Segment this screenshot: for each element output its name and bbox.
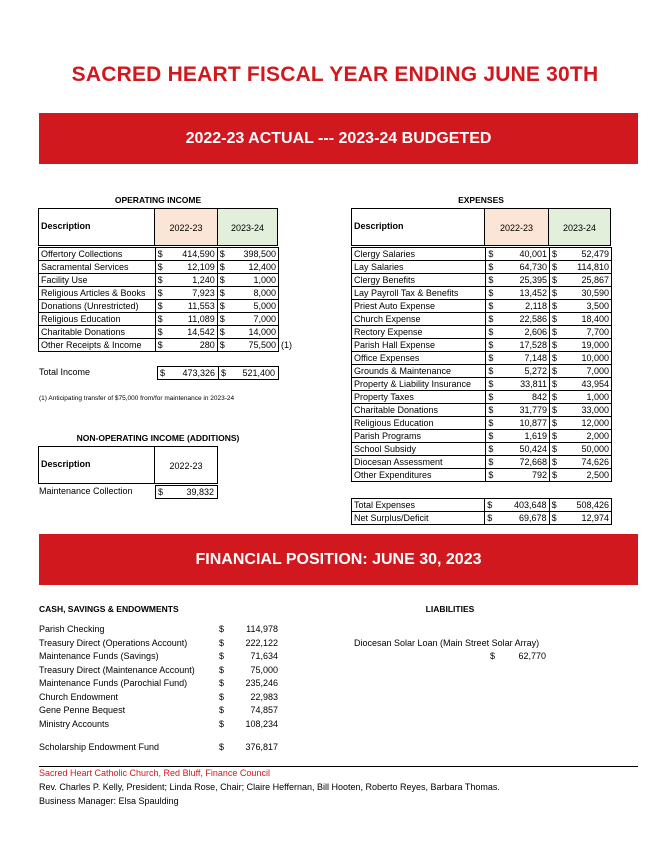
currency-symbol: $ bbox=[486, 378, 496, 391]
value-2022-23: 31,779 bbox=[496, 404, 549, 417]
expenses-col-2024-header: 2023-24 bbox=[549, 208, 611, 246]
value-2023-24: 10,000 bbox=[560, 352, 612, 365]
operating-income-table bbox=[38, 247, 292, 352]
table-row bbox=[352, 339, 612, 352]
currency-symbol: $ bbox=[155, 339, 165, 352]
table-row bbox=[352, 313, 612, 326]
value-2022-23: 2,606 bbox=[496, 326, 549, 339]
asset-value: 74,857 bbox=[250, 705, 278, 715]
list-item bbox=[39, 704, 279, 718]
currency-symbol: $ bbox=[486, 430, 496, 443]
expenses-table bbox=[351, 247, 612, 482]
list-item bbox=[39, 677, 279, 691]
asset-label: Maintenance Funds (Savings) bbox=[39, 651, 159, 661]
asset-value: 114,978 bbox=[246, 624, 278, 634]
currency-symbol: $ bbox=[549, 456, 559, 469]
row-label: Donations (Unrestricted) bbox=[39, 300, 156, 313]
scholarship-label: Scholarship Endowment Fund bbox=[39, 742, 160, 752]
value-2022-23: 842 bbox=[496, 391, 549, 404]
solar-loan-value: 62,770 bbox=[518, 651, 546, 661]
value-2022-23: 403,648 bbox=[495, 499, 549, 512]
table-row bbox=[352, 443, 612, 456]
scholarship-value: 376,817 bbox=[245, 742, 278, 752]
value-2022-23: 414,590 bbox=[166, 248, 218, 261]
currency-symbol: $ bbox=[486, 326, 496, 339]
currency-symbol: $ bbox=[219, 705, 225, 715]
value-2022-23: 11,553 bbox=[166, 300, 218, 313]
solar-loan-row bbox=[490, 650, 546, 664]
value-2023-24: 2,000 bbox=[560, 430, 612, 443]
row-label: Religious Articles & Books bbox=[39, 287, 156, 300]
table-row bbox=[352, 274, 612, 287]
currency-symbol: $ bbox=[486, 248, 496, 261]
asset-value: 222,122 bbox=[245, 637, 278, 648]
value-2023-24: 19,000 bbox=[560, 339, 612, 352]
value-2022-23: 7,148 bbox=[496, 352, 549, 365]
value-2023-24: 18,400 bbox=[560, 313, 612, 326]
row-label: Clergy Salaries bbox=[352, 248, 486, 261]
currency-symbol: $ bbox=[217, 274, 227, 287]
value-2023-24: 50,000 bbox=[560, 443, 612, 456]
currency-symbol: $ bbox=[486, 287, 496, 300]
page-title: SACRED HEART FISCAL YEAR ENDING JUNE 30TH bbox=[71, 63, 599, 86]
currency-symbol: $ bbox=[155, 300, 165, 313]
value-2022-23: 2,118 bbox=[496, 300, 549, 313]
value-2022-23: 280 bbox=[166, 339, 218, 352]
currency-symbol: $ bbox=[486, 443, 496, 456]
non-operating-desc-header: Description bbox=[38, 446, 155, 484]
table-row bbox=[352, 365, 612, 378]
currency-symbol: $ bbox=[486, 274, 496, 287]
value-2023-24: 12,974 bbox=[559, 512, 611, 525]
value-2023-24: 12,400 bbox=[228, 261, 279, 274]
currency-symbol: $ bbox=[486, 456, 496, 469]
row-label: Diocesan Assessment bbox=[352, 456, 486, 469]
total-income-2024: 521,400 bbox=[242, 368, 275, 378]
currency-symbol: $ bbox=[486, 313, 496, 326]
row-label: Religious Education bbox=[352, 417, 486, 430]
value-2022-23: 33,811 bbox=[496, 378, 549, 391]
value-2022-23: 792 bbox=[496, 469, 549, 482]
row-label: Religious Education bbox=[39, 313, 156, 326]
currency-symbol: $ bbox=[486, 469, 496, 482]
value-2023-24: 14,000 bbox=[228, 326, 279, 339]
list-item bbox=[39, 664, 279, 678]
value-2023-24: 508,426 bbox=[559, 499, 611, 512]
value-2023-24: 5,000 bbox=[228, 300, 279, 313]
currency-symbol: $ bbox=[217, 339, 227, 352]
currency-symbol: $ bbox=[486, 352, 496, 365]
currency-symbol: $ bbox=[549, 326, 559, 339]
currency-symbol: $ bbox=[549, 404, 559, 417]
table-row bbox=[39, 248, 279, 261]
operating-income-header bbox=[38, 208, 278, 246]
expenses-totals-table bbox=[351, 498, 612, 525]
financial-position-banner: FINANCIAL POSITION: JUNE 30, 2023 bbox=[39, 534, 638, 585]
value-2023-24: 114,810 bbox=[560, 261, 612, 274]
row-label: Offertory Collections bbox=[39, 248, 156, 261]
currency-symbol: $ bbox=[155, 274, 165, 287]
total-income-row bbox=[39, 366, 279, 380]
row-label: Lay Payroll Tax & Benefits bbox=[352, 287, 486, 300]
currency-symbol: $ bbox=[549, 430, 559, 443]
currency-symbol: $ bbox=[219, 678, 225, 688]
liabilities-heading: LIABILITIES bbox=[425, 604, 475, 614]
table-row bbox=[352, 404, 612, 417]
value-2022-23: 7,923 bbox=[166, 287, 218, 300]
table-row bbox=[352, 287, 612, 300]
footer-manager: Business Manager: Elsa Spaulding bbox=[39, 796, 179, 806]
asset-label: Parish Checking bbox=[39, 624, 105, 634]
row-label: Church Expense bbox=[352, 313, 486, 326]
list-item bbox=[39, 718, 279, 732]
asset-value: 22,983 bbox=[250, 691, 278, 702]
currency-symbol: $ bbox=[549, 339, 559, 352]
list-item bbox=[39, 691, 279, 705]
currency-symbol: $ bbox=[486, 300, 496, 313]
currency-symbol: $ bbox=[486, 339, 496, 352]
expenses-header bbox=[351, 208, 611, 246]
currency-symbol: $ bbox=[217, 248, 227, 261]
currency-symbol: $ bbox=[219, 637, 225, 648]
list-item bbox=[39, 637, 279, 651]
currency-symbol: $ bbox=[217, 300, 227, 313]
value-2022-23: 40,001 bbox=[496, 248, 549, 261]
value-2023-24: 12,000 bbox=[560, 417, 612, 430]
non-operating-header bbox=[38, 446, 218, 484]
table-row bbox=[39, 261, 279, 274]
currency-symbol: $ bbox=[219, 718, 225, 729]
currency-symbol: $ bbox=[219, 742, 225, 752]
value-2023-24: 30,590 bbox=[560, 287, 612, 300]
currency-symbol: $ bbox=[549, 313, 559, 326]
currency-symbol: $ bbox=[155, 261, 165, 274]
currency-symbol: $ bbox=[549, 512, 559, 525]
value-2022-23: 5,272 bbox=[496, 365, 549, 378]
value-2022-23: 50,424 bbox=[496, 443, 549, 456]
row-label: Priest Auto Expense bbox=[352, 300, 486, 313]
value-2023-24: 398,500 bbox=[228, 248, 279, 261]
value-2023-24: 7,700 bbox=[560, 326, 612, 339]
value-2023-24: 3,500 bbox=[560, 300, 612, 313]
maintenance-collection-value: 39,832 bbox=[186, 487, 214, 497]
row-label: Lay Salaries bbox=[352, 261, 486, 274]
currency-symbol: $ bbox=[219, 664, 225, 675]
table-row bbox=[352, 248, 612, 261]
currency-symbol: $ bbox=[549, 443, 559, 456]
row-label: Total Expenses bbox=[352, 499, 485, 512]
table-row bbox=[39, 326, 279, 339]
value-2022-23: 22,586 bbox=[496, 313, 549, 326]
table-row bbox=[352, 499, 612, 512]
currency-symbol: $ bbox=[549, 274, 559, 287]
cash-heading: CASH, SAVINGS & ENDOWMENTS bbox=[39, 604, 179, 614]
value-2023-24: 25,867 bbox=[560, 274, 612, 287]
table-row bbox=[352, 430, 612, 443]
row-label: Grounds & Maintenance bbox=[352, 365, 486, 378]
currency-symbol: $ bbox=[549, 365, 559, 378]
table-row bbox=[352, 300, 612, 313]
table-row bbox=[352, 456, 612, 469]
fiscal-banner: 2022-23 ACTUAL --- 2023-24 BUDGETED bbox=[39, 113, 638, 164]
currency-symbol: $ bbox=[485, 499, 495, 512]
currency-symbol: $ bbox=[486, 404, 496, 417]
table-row bbox=[352, 469, 612, 482]
value-2023-24: 52,479 bbox=[560, 248, 612, 261]
row-label: Charitable Donations bbox=[39, 326, 156, 339]
currency-symbol: $ bbox=[549, 300, 559, 313]
table-row bbox=[39, 287, 279, 300]
row-label: Sacramental Services bbox=[39, 261, 156, 274]
operating-col-2024-header: 2023-24 bbox=[218, 208, 278, 246]
row-label: Clergy Benefits bbox=[352, 274, 486, 287]
value-2022-23: 14,542 bbox=[166, 326, 218, 339]
table-row bbox=[39, 274, 279, 287]
currency-symbol: $ bbox=[486, 417, 496, 430]
asset-label: Church Endowment bbox=[39, 691, 119, 702]
currency-symbol: $ bbox=[155, 248, 165, 261]
asset-value: 108,234 bbox=[245, 718, 278, 729]
table-row bbox=[352, 512, 612, 525]
asset-value: 235,246 bbox=[245, 678, 278, 688]
asset-value: 75,000 bbox=[250, 664, 278, 675]
currency-symbol: $ bbox=[485, 512, 495, 525]
row-label: Facility Use bbox=[39, 274, 156, 287]
currency-symbol: $ bbox=[217, 261, 227, 274]
value-2022-23: 13,452 bbox=[496, 287, 549, 300]
currency-symbol: $ bbox=[549, 287, 559, 300]
value-2023-24: 74,626 bbox=[560, 456, 612, 469]
solar-loan-label: Diocesan Solar Loan (Main Street Solar Array) bbox=[354, 638, 540, 648]
non-operating-heading: NON-OPERATING INCOME (ADDITIONS) bbox=[76, 433, 240, 443]
list-item bbox=[39, 650, 279, 664]
currency-symbol: $ bbox=[486, 391, 496, 404]
value-2022-23: 1,619 bbox=[496, 430, 549, 443]
currency-symbol: $ bbox=[486, 261, 496, 274]
table-row bbox=[39, 300, 279, 313]
income-footnote: (1) Anticipating transfer of $75,000 from/for maintenance in 2023-24 bbox=[39, 395, 235, 402]
row-label: School Subsidy bbox=[352, 443, 486, 456]
footer-members: Rev. Charles P. Kelly, President; Linda Rose, Chair; Claire Heffernan, Bill Hooten, Roberto Reyes, Barbara Thomas. bbox=[39, 782, 500, 792]
row-label: Rectory Expense bbox=[352, 326, 486, 339]
row-label: Parish Programs bbox=[352, 430, 486, 443]
total-income-2022: 473,326 bbox=[182, 368, 215, 378]
cash-list bbox=[39, 623, 279, 731]
asset-label: Gene Penne Bequest bbox=[39, 705, 126, 715]
row-label: Other Expenditures bbox=[352, 469, 486, 482]
currency-symbol: $ bbox=[549, 261, 559, 274]
value-2023-24: 43,954 bbox=[560, 378, 612, 391]
row-label: Charitable Donations bbox=[352, 404, 486, 417]
currency-symbol: $ bbox=[219, 624, 225, 634]
currency-symbol: $ bbox=[549, 248, 559, 261]
asset-label: Ministry Accounts bbox=[39, 718, 110, 729]
currency-symbol: $ bbox=[160, 368, 166, 378]
value-2022-23: 25,395 bbox=[496, 274, 549, 287]
currency-symbol: $ bbox=[549, 499, 559, 512]
operating-col-2022-header: 2022-23 bbox=[155, 208, 218, 246]
asset-label: Treasury Direct (Maintenance Account) bbox=[39, 664, 195, 675]
currency-symbol: $ bbox=[221, 368, 227, 378]
expenses-desc-header: Description bbox=[351, 208, 485, 246]
currency-symbol: $ bbox=[549, 469, 559, 482]
footnote-marker: (1) bbox=[281, 340, 292, 350]
value-2022-23: 12,109 bbox=[166, 261, 218, 274]
value-2022-23: 10,877 bbox=[496, 417, 549, 430]
currency-symbol: $ bbox=[549, 391, 559, 404]
scholarship-row bbox=[39, 741, 279, 755]
expenses-col-2022-header: 2022-23 bbox=[485, 208, 549, 246]
asset-label: Maintenance Funds (Parochial Fund) bbox=[39, 678, 188, 688]
row-label: Office Expenses bbox=[352, 352, 486, 365]
table-row bbox=[39, 313, 279, 326]
value-2023-24: 1,000 bbox=[560, 391, 612, 404]
operating-income-heading: OPERATING INCOME bbox=[114, 195, 202, 205]
total-income-label: Total Income bbox=[39, 367, 91, 377]
currency-symbol: $ bbox=[158, 487, 164, 497]
operating-desc-header: Description bbox=[38, 208, 155, 246]
footer-org: Sacred Heart Catholic Church, Red Bluff, Finance Council bbox=[39, 768, 270, 778]
value-2022-23: 11,089 bbox=[166, 313, 218, 326]
value-2022-23: 1,240 bbox=[166, 274, 218, 287]
value-2022-23: 69,678 bbox=[495, 512, 549, 525]
list-item bbox=[39, 623, 279, 637]
currency-symbol: $ bbox=[155, 326, 165, 339]
table-row bbox=[352, 417, 612, 430]
table-row bbox=[352, 261, 612, 274]
value-2023-24: 1,000 bbox=[228, 274, 279, 287]
value-2022-23: 17,528 bbox=[496, 339, 549, 352]
row-label: Net Surplus/Deficit bbox=[352, 512, 485, 525]
currency-symbol: $ bbox=[155, 287, 165, 300]
table-row bbox=[352, 326, 612, 339]
currency-symbol: $ bbox=[549, 378, 559, 391]
expenses-heading: EXPENSES bbox=[458, 195, 504, 205]
currency-symbol: $ bbox=[217, 313, 227, 326]
value-2023-24: 33,000 bbox=[560, 404, 612, 417]
asset-value: 71,634 bbox=[250, 651, 278, 661]
value-2023-24: 8,000 bbox=[228, 287, 279, 300]
currency-symbol: $ bbox=[490, 651, 496, 661]
value-2022-23: 72,668 bbox=[496, 456, 549, 469]
table-row bbox=[352, 352, 612, 365]
value-2023-24: 2,500 bbox=[560, 469, 612, 482]
value-2022-23: 64,730 bbox=[496, 261, 549, 274]
currency-symbol: $ bbox=[549, 352, 559, 365]
currency-symbol: $ bbox=[549, 417, 559, 430]
table-row bbox=[352, 378, 612, 391]
row-label: Property & Liability Insurance bbox=[352, 378, 486, 391]
currency-symbol: $ bbox=[217, 287, 227, 300]
currency-symbol: $ bbox=[486, 365, 496, 378]
value-2023-24: 7,000 bbox=[560, 365, 612, 378]
table-row bbox=[39, 339, 279, 352]
asset-label: Treasury Direct (Operations Account) bbox=[39, 637, 188, 648]
row-label: Other Receipts & Income bbox=[39, 339, 156, 352]
maintenance-collection-row bbox=[39, 485, 219, 499]
currency-symbol: $ bbox=[219, 691, 225, 702]
currency-symbol: $ bbox=[155, 313, 165, 326]
row-label: Parish Hall Expense bbox=[352, 339, 486, 352]
footer-divider bbox=[39, 766, 638, 767]
currency-symbol: $ bbox=[219, 651, 225, 661]
currency-symbol: $ bbox=[217, 326, 227, 339]
non-operating-col-2022-header: 2022-23 bbox=[155, 446, 218, 484]
table-row bbox=[352, 391, 612, 404]
value-2023-24: 75,500 (1) bbox=[228, 339, 279, 352]
row-label: Property Taxes bbox=[352, 391, 486, 404]
maintenance-collection-label: Maintenance Collection bbox=[39, 486, 133, 496]
value-2023-24: 7,000 bbox=[228, 313, 279, 326]
